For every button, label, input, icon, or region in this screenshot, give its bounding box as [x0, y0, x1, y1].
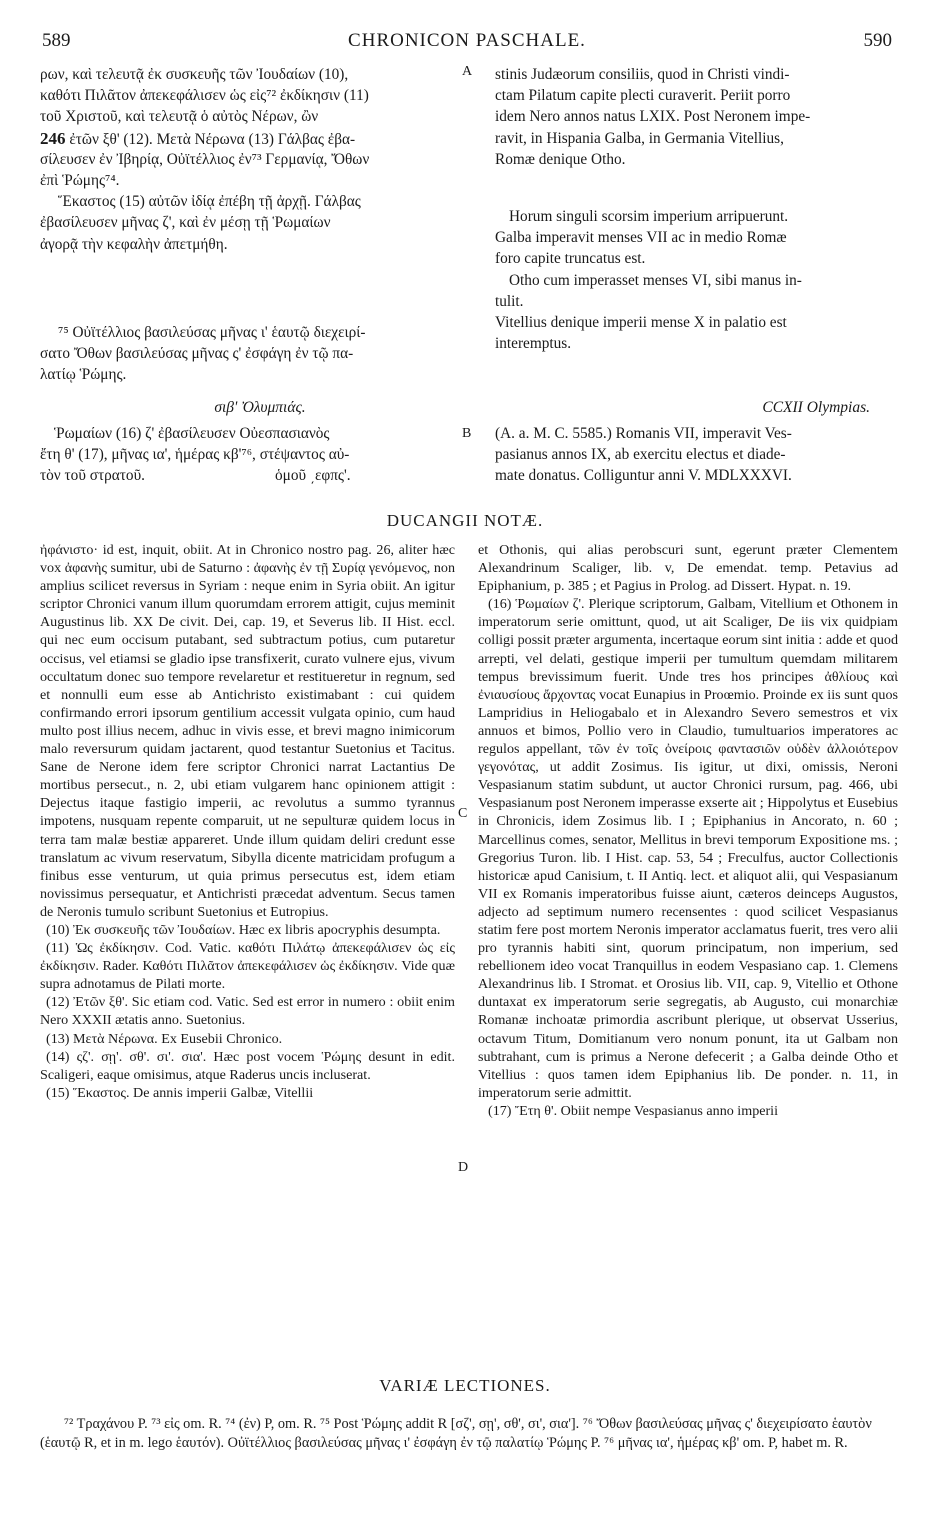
page-number-right: 590	[863, 30, 892, 51]
notes-column-left	[40, 541, 455, 1102]
margin-marker-c: C	[458, 806, 468, 821]
note-paragraph: et Othonis, qui alias perobscuri sunt, egerunt præter Clementem Alexandrinum Scaliger, lib. v, De emendat. temp. Petavius ad Epiphanium, p. 385 ; et Pagius in Prolog. ad Dissert. Hypat. n. 19.	[478, 542, 898, 595]
latin-line: mate donatus. Colliguntur anni V. MDLXXXVI.	[495, 467, 792, 485]
greek-text-top	[40, 64, 480, 255]
greek-line: τὸν τοῦ στρατοῦ. ὁμοῦ ͵εφπς'.	[40, 467, 351, 485]
note-13: (13) Μετὰ Νέρωνα. Ex Eusebii Chronico.	[46, 1030, 283, 1047]
greek-line: Ῥωμαίων (16) ζ' ἐβασίλευσεν Οὐεσπασιανὸς	[54, 425, 330, 442]
greek-total: ὁμοῦ ͵εφπς'.	[274, 467, 351, 485]
margin-page-number: 246	[40, 128, 66, 148]
greek-line: ρων, καὶ τελευτᾷ ἐκ συσκευῆς τῶν Ἰουδαίων (10),	[40, 66, 349, 83]
latin-line: Vitellius denique imperii mense X in palatio est	[495, 313, 787, 331]
note-15: (15) Ἕκαστος. De annis imperii Galbæ, Vitellii	[46, 1084, 314, 1101]
greek-line: ἐτῶν ξθ' (12). Μετὰ Νέρωνα (13) Γάλβας ἐβα-	[69, 130, 356, 148]
greek-line: σατο Ὄθων βασιλεύσας μῆνας ς' ἐσφάγη ἐν τῷ πα-	[40, 345, 354, 363]
margin-marker-d: D	[458, 1160, 469, 1175]
greek-text-bottom	[40, 423, 480, 487]
notes-column-right	[478, 541, 898, 1120]
variant-readings	[40, 1415, 898, 1453]
latin-line: Horum singuli scorsim imperium arripuerunt.	[509, 208, 789, 225]
greek-line: ἔτη θ' (17), μῆνας ια', ἡμέρας κβ'⁷⁶, στέψαντος αὐ-	[40, 446, 350, 464]
note-10: (10) Ἐκ συσκευῆς τῶν Ἰουδαίων. Hæc ex libris apocryphis desumpta.	[46, 921, 441, 938]
greek-line: λατίῳ Ῥώμης.	[40, 366, 127, 384]
note-16: (16) Ῥωμαίων ζ'. Plerique scriptorum, Galbam, Vitellium et Othonem in imperatorum serie omittunt, quod, ut ait Scaliger, De iis vix quidpiam colligi possit præter argumenta, incertaque eorum sint initia : adde et quod arrepti, vel delati, gestique imperii per tumultum quemdam militarem tempus brevissimum fuerit. Unde tres hos principes ἀθλίους καὶ ἐνιαυσίους ἄρχοντας vocat Eunapius in Proœmio. Proinde ex iis sunt quos Lampridius in Heliogabalo et in Alexandro Severo semestros et vix annuos et bimos, Pollio vero in Claudio, tumultuarios imperatores ac regulos appellant, τῶν ἐν τοῖς ὀνείροις φαντασιῶν οὐδὲν ἀλλοιότερον γεγονότας, ut addit Zosimus. Iis igitur, ut dixi, omissis, Neroni Vespasianum statim subdunt, ut auctor Chronici rursum, pag. 466, ubi Vespasianum post Neronem imperasse exserte ait ; Hippolytus et Eusebius in Chronicis, idem Zosimus lib. I ; Epiphanius in Ancorato, n. 60 ; Marcellinus comes, senator, Mellitus in brevi temporum Expositione ms. ; Gregorius Turon. lib. I Hist. cap. 53, 54 ; Freculfus, auctor Collectionis historicæ apud Canisium, t. II Antiq. lect. et aliquot alii, qui Vespasianum VII ex Romanis imperatoribus fuisse aiunt, cæteros deinceps Augustos, adjecto ad septimum numero recensentes : quod scilicet Vespasianus statim fere post mortem Neronis imperator acclamatus fuerit, tres vero alii pro tyrannis habiti sint, quorum principatum, non imperium, sed rebellionem ideo vocat Tranquillus in eodem Vespasiano cap. 1. Clemens Alexandrinus lib. I Stromat. et Orosius lib. VII, cap. 9, Vitellio et Othone duntaxat ex imperatorum serie segregatis, ab Augusto, cui monarchiæ Romanæ inchoatæ primordia ascribunt plerique, ut observat Usserius, octavum Titum, Domitianum vero nonum ponunt, ita ut Galbam non subtrahant, cum is primus a Nerone defecerit ; a Galba deinde Otho et Vitellius : quos tamen idem Epiphanius lib. De ponder. n. 11, in imperatorum serie admittit.	[478, 596, 898, 1101]
variant-readings-text: ⁷² Τραχάνου P. ⁷³ εἰς om. R. ⁷⁴ (ἐν) P, om. R. ⁷⁵ Post Ῥώμης addit R [σζ', σῃ', σθ', σι', σια']. ⁷⁶ Ὄθων βασιλεύσας μῆνας ς' διεχειρίσατο ἑαυτὸν (ἑαυτῷ R, et in m. lego ἑαυτόν). Οὐϊτέλλιος βασιλεύσας μῆνας ι' ἐσφάγη ἐν τῷ παλατίῳ Ῥώμης P. ⁷⁶ μῆνας ια', ἡμέρας κβ' om. P, habet m. R.	[40, 1416, 872, 1451]
latin-line: Otho cum imperasset menses VI, sibi manus in-	[509, 271, 802, 289]
greek-line: ἐπὶ Ῥώμης⁷⁴.	[40, 171, 120, 189]
latin-line: Galba imperavit menses VII ac in medio Romæ	[495, 229, 787, 247]
latin-line: interemptus.	[495, 335, 572, 353]
latin-line: stinis Judæorum consiliis, quod in Christi vindi-	[495, 66, 790, 83]
greek-line: ἐβασίλευσεν μῆνας ζ', καὶ ἐν μέσῃ τῇ Ῥωμαίων	[40, 214, 331, 232]
page-number-left: 589	[42, 30, 71, 51]
greek-text-middle	[40, 322, 480, 386]
latin-line: foro capite truncatus est.	[495, 250, 646, 268]
latin-line: ravit, in Hispania Galba, in Germania Vitellius,	[495, 129, 784, 147]
latin-line: pasianus annos IX, ab exercitu electus et diade-	[495, 446, 786, 464]
greek-line: σίλευσεν ἐν Ἰβηρίᾳ, Οὐϊτέλλιος ἐν⁷³ Γερμανίᾳ, Ὄθων	[40, 150, 370, 168]
latin-line: Romæ denique Otho.	[495, 150, 626, 168]
greek-line: ἀγορᾷ τὴν κεφαλὴν ἀπετμήθη.	[40, 235, 228, 253]
latin-line: idem Nero annos natus LXIX. Post Neronem impe-	[495, 108, 811, 126]
note-12: (12) Ἐτῶν ξθ'. Sic etiam cod. Vatic. Sed est error in numero : obiit enim Nero XXXII ætatis anno. Suetonius.	[40, 994, 455, 1029]
running-title: CHRONICON PASCHALE.	[348, 30, 586, 51]
note-14: (14) ςζ'. σῃ'. σθ'. σι'. σια'. Hæc post vocem Ῥώμης desunt in edit. Scaligeri, eaque omisimus, atque Raderus uncis incluserat.	[40, 1048, 455, 1083]
margin-marker-b: B	[462, 426, 472, 441]
latin-line: ctam Pilatum capite plecti curaverit. Periit porro	[495, 87, 791, 105]
greek-olympiad-heading: σιβ' Ὀλυμπιάς.	[214, 399, 306, 416]
note-paragraph: ἠφάνιστο· id est, inquit, obiit. At in Chronico nostro pag. 26, aliter hæc vox ἀφανὴς sumitur, ubi de Saturno : ἀφανὴς ἐν τῇ Συρίᾳ γενόμενος, non amplius scilicet reversus in Syriam : neque enim in Syria obiit. An igitur scriptor Chronici vanum illum quorumdam errorem attigit, cujus meminit Augustinus lib. XX De civit. Dei, cap. 19, et Severus lib. II Hist. eccl. qui nec eum occisum putabant, sed subtractum potius, cum putaretur occisus, vel etiamsi se gladio ipse transfixerit, curato vulnere ejus, vivum occultatum donec suo tempore revelaretur et restitueretur in regnum, sed et nonnulli eum esse ab Antichristo existimabant : cui quidem confirmando errori ipsorum gentilium accessit vulgata opinio, cum haud multo post illius necem, adhuc in vivis esse, et brevi magno inimicorum malo reversurum quidam jactarent, quod testantur Suetonius et Tacitus. Sane de Nerone idem fere scriptor Chronici narrat Lactantius De mortibus persecut., n. 2, ubi etiam vulgarem hanc opinionem attigit : Dejectus itaque fastigio imperii, ac revolutus a summo tyrannus impotens, nusquam repente comparuit, ut ne sepulturæ quidem locus in terra tam malæ bestiæ appareret. Unde illum quidam deliri credunt esse translatum ac vivum reservatum, Sibylla dicente matricidam profugum a finibus esse venturum, ut quia primus persecutus est, idem etiam novissimus persequatur, et Antichristi præcedat adventum. Secus tamen de Neronis tumulo scribunt Suetonius et Eutropius.	[40, 542, 455, 920]
latin-line: (A. a. M. C. 5585.) Romanis VII, imperavit Ves-	[495, 425, 792, 442]
running-header	[42, 30, 892, 58]
latin-text-bottom	[495, 423, 900, 487]
greek-line: τοῦ Χριστοῦ, καὶ τελευτᾷ ὁ αὐτὸς Νέρων, ὢν	[40, 108, 319, 126]
variants-heading: VARIÆ LECTIONES.	[379, 1376, 551, 1395]
margin-marker-a: A	[462, 64, 473, 79]
latin-line: tulit.	[495, 292, 524, 310]
latin-olympiad-heading: CCXII Olympias.	[762, 399, 870, 416]
note-11: (11) Ὡς ἐκδίκησιν. Cod. Vatic. καθότι Πιλάτῳ ἀπεκεφάλισεν ὡς εἰς ἐκδίκησιν. Rader. Καθότι Πιλᾶτον ἀπεκεφάλισεν ὡς ἐκδίκησιν. Vide quæ supra adnotamus de Pilati morte.	[40, 940, 455, 993]
note-17: (17) Ἔτη θ'. Obiit nempe Vespasianus anno imperii	[488, 1102, 779, 1119]
greek-line: ⁷⁵ Οὐϊτέλλιος βασιλεύσας μῆνας ι' ἑαυτῷ διεχειρί-	[58, 324, 366, 341]
greek-line-with-margin-number	[40, 128, 480, 149]
greek-line: καθότι Πιλᾶτον ἀπεκεφάλισεν ὡς εἰς⁷² ἐκδίκησιν (11)	[40, 87, 369, 105]
latin-text-top	[495, 64, 900, 170]
latin-text-middle	[495, 206, 900, 354]
greek-line: Ἕκαστος (15) αὐτῶν ἰδίᾳ ἐπέβη τῇ ἀρχῇ. Γάλβας	[58, 193, 361, 211]
notes-heading: DUCANGII NOTÆ.	[386, 511, 544, 530]
